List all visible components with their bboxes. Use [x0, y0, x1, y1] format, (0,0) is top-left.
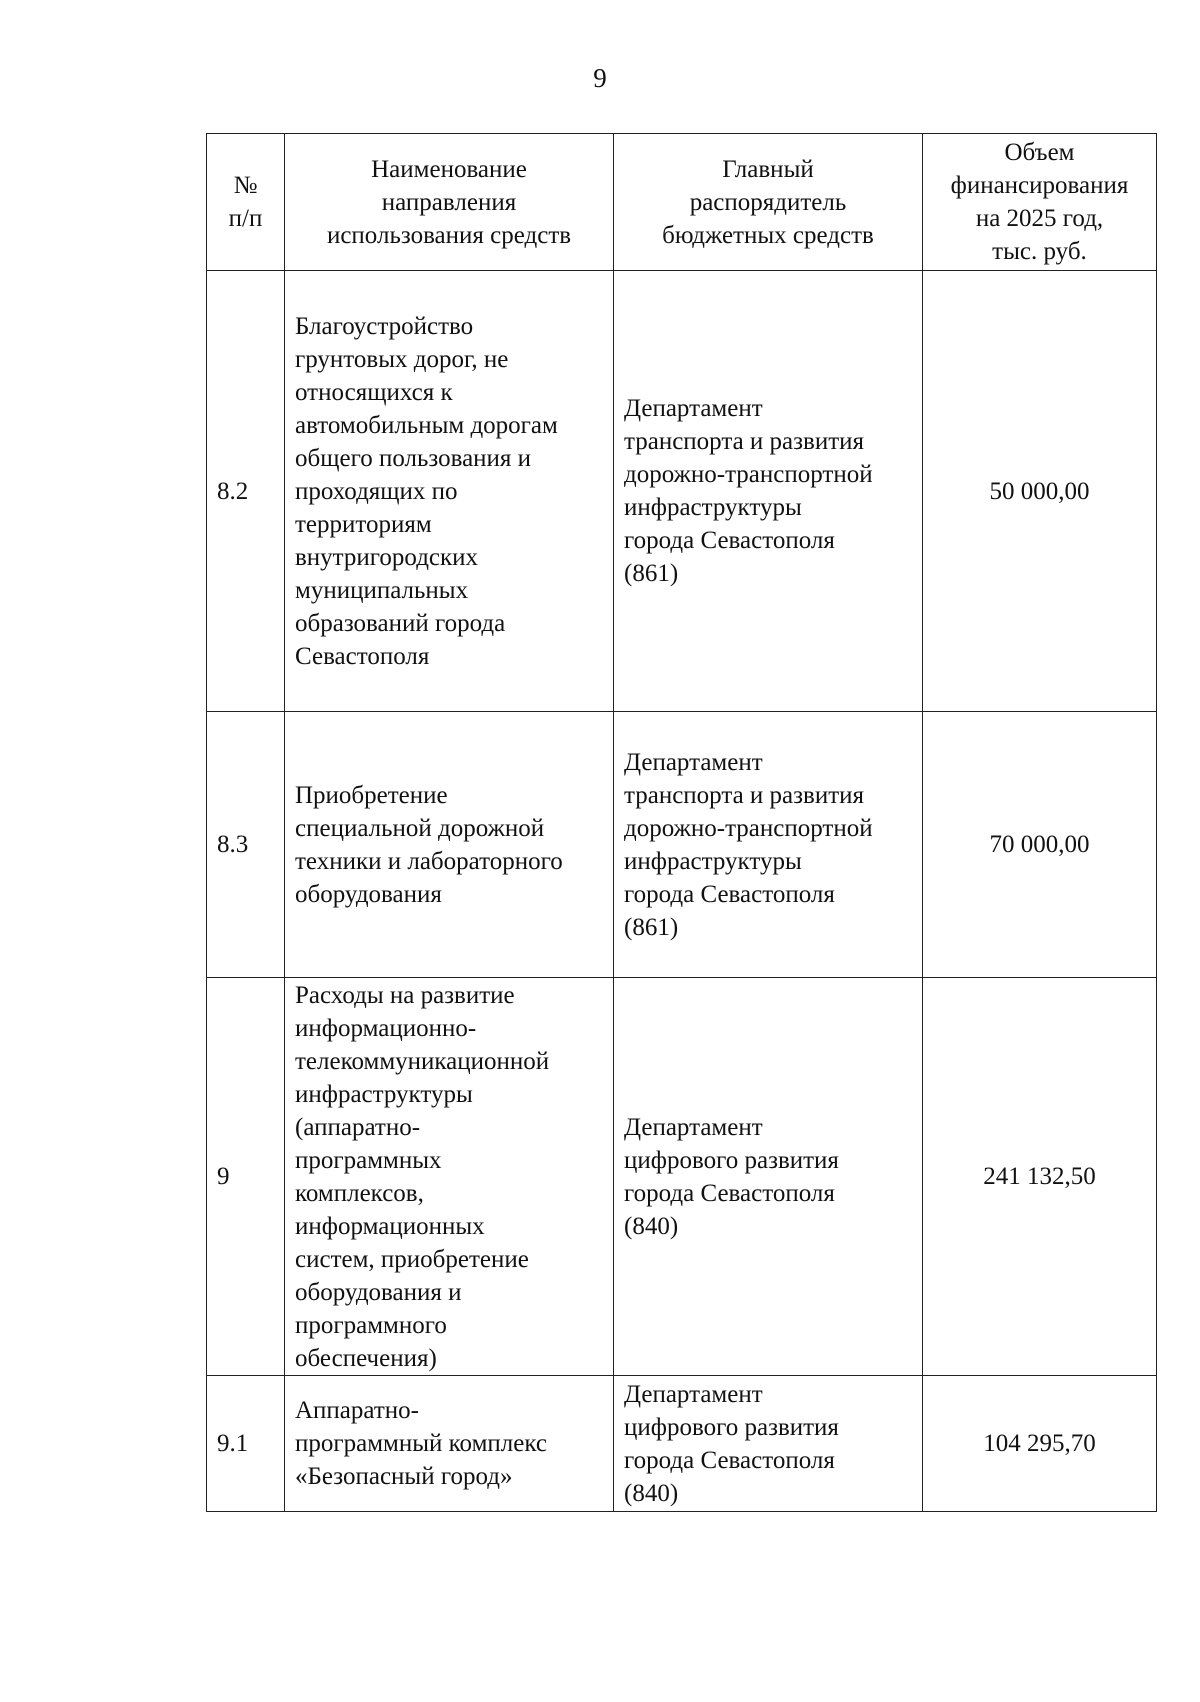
table-header-row: [207, 134, 1157, 271]
row-number: 8.2: [207, 271, 285, 712]
row-direction-name: Расходы на развитие информационно- телекоммуникационной инфраструктуры (аппаратно- программных комплексов, информационных систем, приобретение оборудования и программного обеспечения): [285, 978, 614, 1376]
row-number: 9.1: [207, 1376, 285, 1512]
table-row: [207, 1376, 1157, 1512]
row-budget-holder: Департамент цифрового развития города Севастополя (840): [614, 978, 923, 1376]
row-budget-holder: Департамент цифрового развития города Севастополя (840): [614, 1376, 923, 1512]
row-direction-name: Приобретение специальной дорожной техники и лабораторного оборудования: [285, 712, 614, 978]
row-funding-amount: 70 000,00: [923, 712, 1157, 978]
header-number: № п/п: [207, 134, 285, 271]
table-row: [207, 978, 1157, 1376]
page-number: 9: [593, 63, 607, 93]
row-number: 9: [207, 978, 285, 1376]
header-budget-holder: Главный распорядитель бюджетных средств: [614, 134, 923, 271]
row-direction-name: Аппаратно- программный комплекс «Безопасный город»: [285, 1376, 614, 1512]
row-direction-name: Благоустройство грунтовых дорог, не относящихся к автомобильным дорогам общего пользования и проходящих по территориям внутригородских муниципальных образований города Севастополя: [285, 271, 614, 712]
table-row: [207, 271, 1157, 712]
row-funding-amount: 104 295,70: [923, 1376, 1157, 1512]
row-budget-holder: Департамент транспорта и развития дорожно-транспортной инфраструктуры города Севастополя (861): [614, 712, 923, 978]
header-funding-amount: Объем финансирования на 2025 год, тыс. руб.: [923, 134, 1157, 271]
row-funding-amount: 50 000,00: [923, 271, 1157, 712]
table-row: [207, 712, 1157, 978]
row-budget-holder: Департамент транспорта и развития дорожно-транспортной инфраструктуры города Севастополя (861): [614, 271, 923, 712]
header-direction-name: Наименование направления использования средств: [285, 134, 614, 271]
row-number: 8.3: [207, 712, 285, 978]
funding-table: [206, 133, 1157, 1512]
row-funding-amount: 241 132,50: [923, 978, 1157, 1376]
